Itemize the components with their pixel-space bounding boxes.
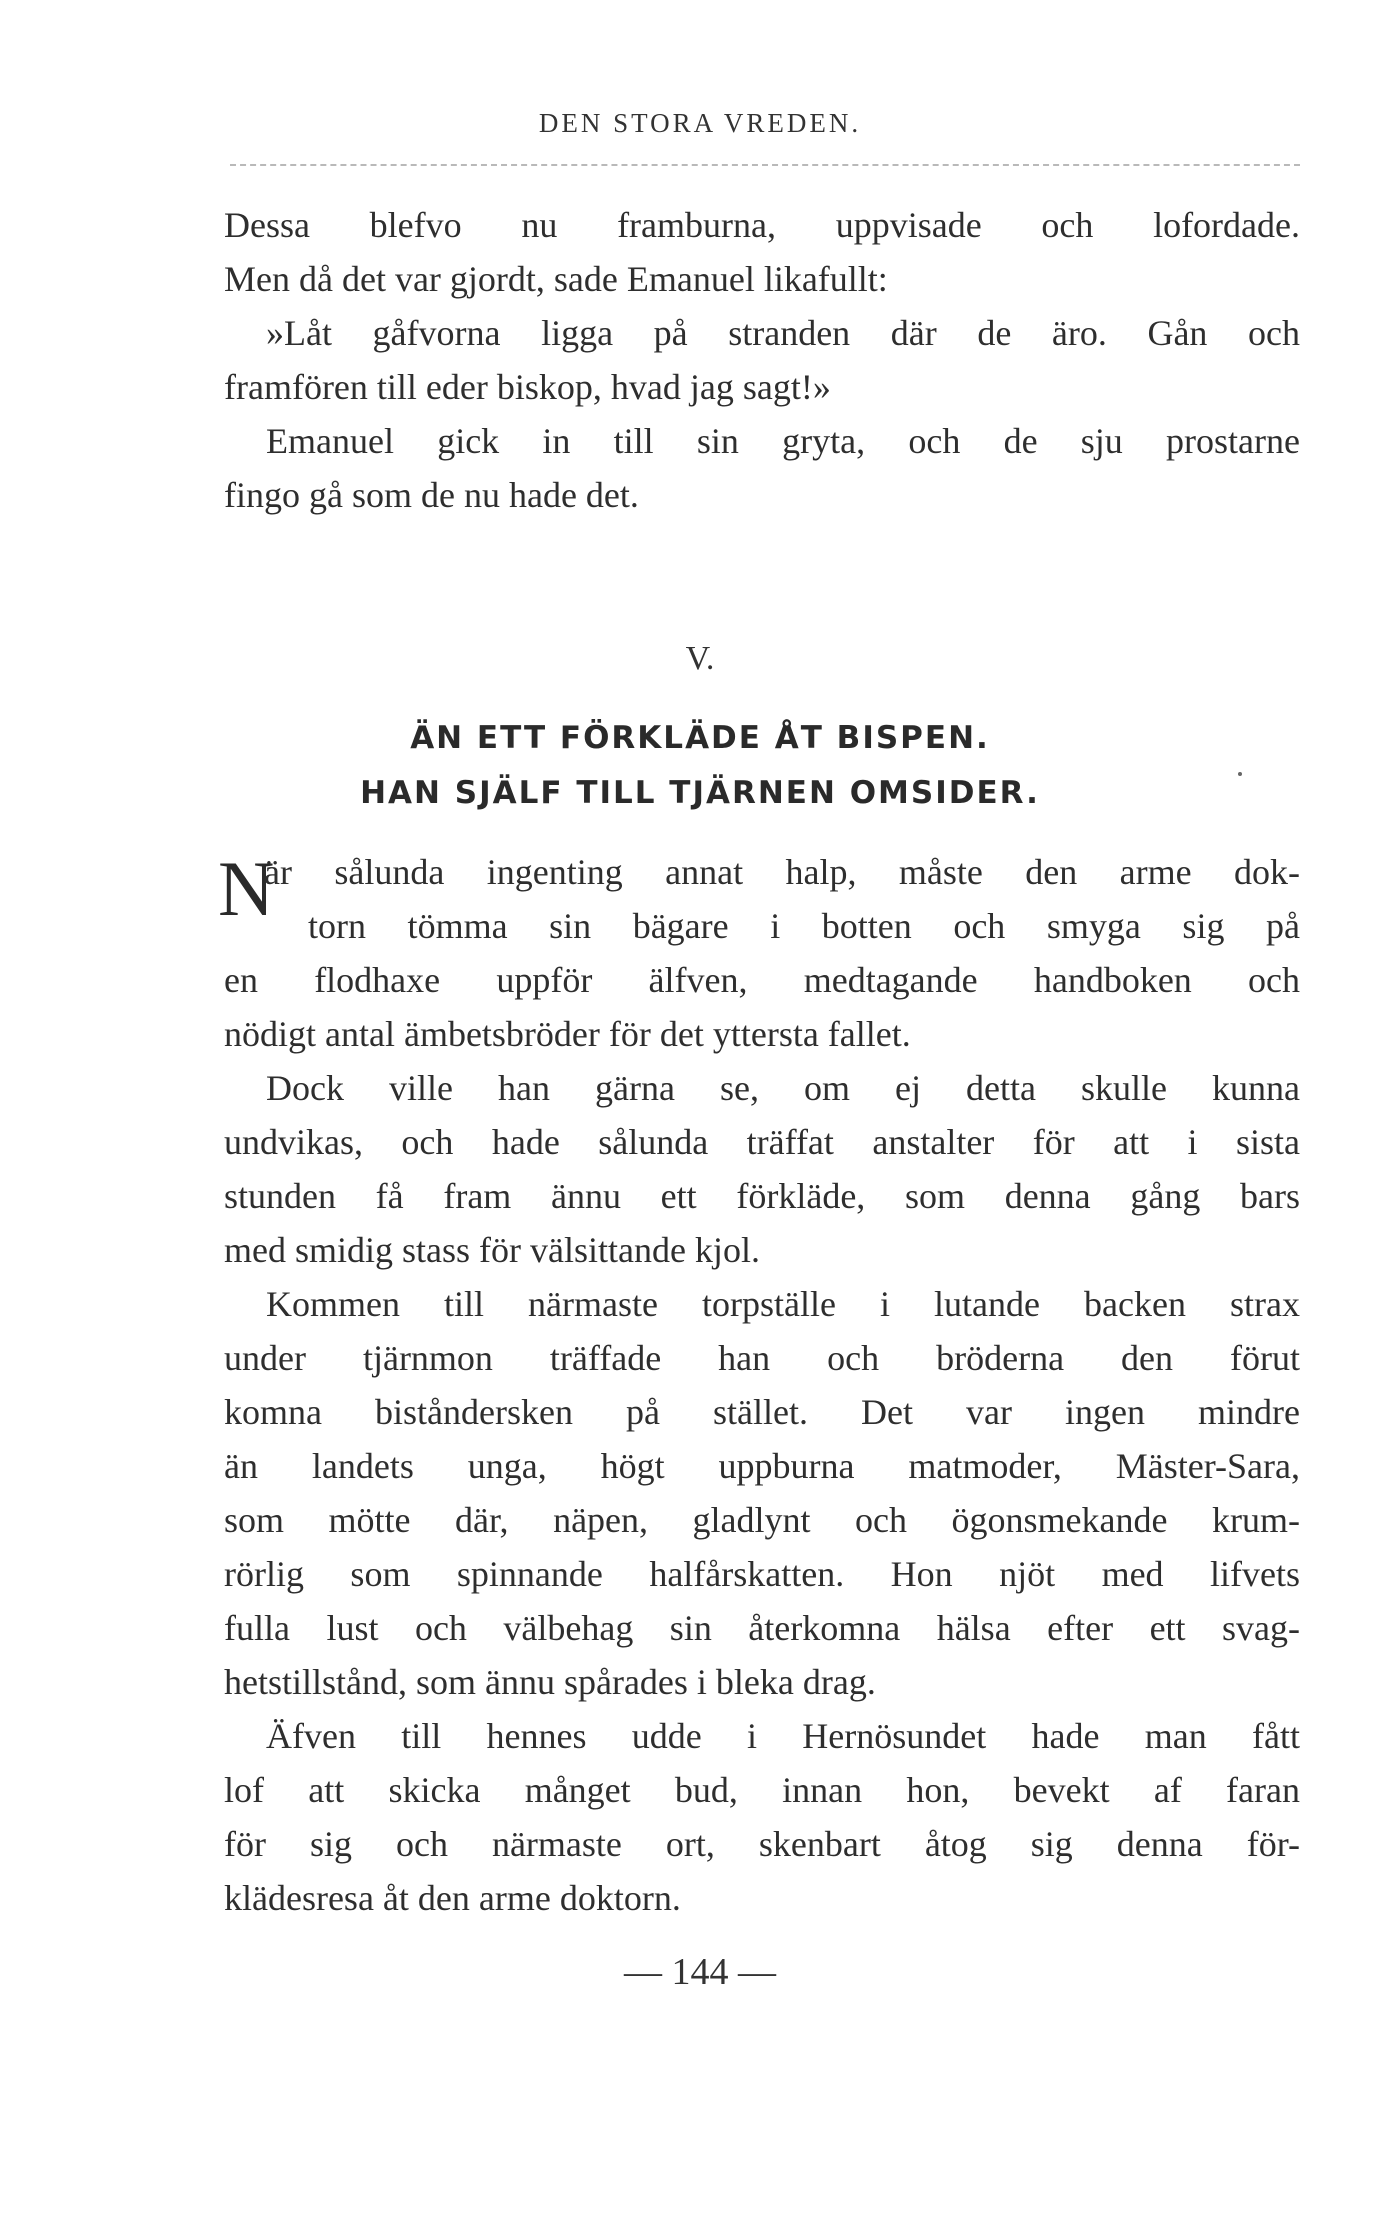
text-line: rörlig som spinnande halfårskatten. Hon njöt med lifvets <box>224 1554 1300 1594</box>
text-line: under tjärnmon träffade han och bröderna den förut <box>224 1338 1300 1378</box>
text-line: för sig och närmaste ort, skenbart åtog sig denna för- <box>224 1824 1300 1864</box>
text-line: är sålunda ingenting annat halp, måste den arme dok- <box>264 852 1300 892</box>
text-line: »Låt gåfvorna ligga på stranden där de äro. Gån och <box>266 313 1300 353</box>
text-line: framfören till eder biskop, hvad jag sagt!» <box>224 367 831 407</box>
paragraph-5 <box>224 1709 1300 1925</box>
chapter-title-line-1: ÄN ETT FÖRKLÄDE ÅT BISPEN. <box>410 720 990 756</box>
text-line: torn tömma sin bägare i botten och smyga sig på <box>308 906 1300 946</box>
text-line: stunden få fram ännu ett förkläde, som denna gång bars <box>224 1176 1300 1216</box>
text-line: Men då det var gjordt, sade Emanuel likafullt: <box>224 259 888 299</box>
text-line: med smidig stass för välsittande kjol. <box>224 1230 760 1270</box>
drop-cap: N <box>218 845 275 932</box>
text-line: hetstillstånd, som ännu spårades i bleka drag. <box>224 1662 876 1702</box>
text-line: Äfven till hennes udde i Hernösundet hade man fått <box>266 1716 1300 1756</box>
text-line: Dock ville han gärna se, om ej detta skulle kunna <box>266 1068 1300 1108</box>
text-line: Emanuel gick in till sin gryta, och de sju prostarne <box>266 421 1300 461</box>
text-line: än landets unga, högt uppburna matmoder, Mäster-Sara, <box>224 1446 1300 1486</box>
paragraph-2 <box>224 845 1300 1061</box>
text-line: som mötte där, näpen, gladlynt och ögonsmekande krum- <box>224 1500 1300 1540</box>
paragraph-3 <box>224 1061 1300 1277</box>
text-line: klädesresa åt den arme doktorn. <box>224 1878 681 1918</box>
paragraph-4 <box>224 1277 1300 1709</box>
text-line: fingo gå som de nu hade det. <box>224 475 639 515</box>
text-line: en flodhaxe uppför älfven, medtagande handboken och <box>224 960 1300 1000</box>
text-line: komna biståndersken på stället. Det var ingen mindre <box>224 1392 1300 1432</box>
text-line: nödigt antal ämbetsbröder för det yttersta fallet. <box>224 1014 911 1054</box>
print-speck <box>1238 772 1242 776</box>
paragraph-1 <box>224 198 1300 522</box>
text-line: undvikas, och hade sålunda träffat anstalter för att i sista <box>224 1122 1300 1162</box>
text-line: fulla lust och välbehag sin återkomna hälsa efter ett svag- <box>224 1608 1300 1648</box>
running-head: DEN STORA VREDEN. <box>538 108 862 138</box>
text-line: Kommen till närmaste torpställe i lutande backen strax <box>266 1284 1300 1324</box>
page-number: — 144 — <box>624 1951 776 1993</box>
chapter-number: V. <box>685 640 715 677</box>
text-line: Dessa blefvo nu framburna, uppvisade och lofordade. <box>224 205 1300 245</box>
text-line: lof att skicka månget bud, innan hon, bevekt af faran <box>224 1770 1300 1810</box>
header-rule <box>230 164 1300 166</box>
chapter-title-line-2: HAN SJÄLF TILL TJÄRNEN OMSIDER. <box>360 775 1040 811</box>
